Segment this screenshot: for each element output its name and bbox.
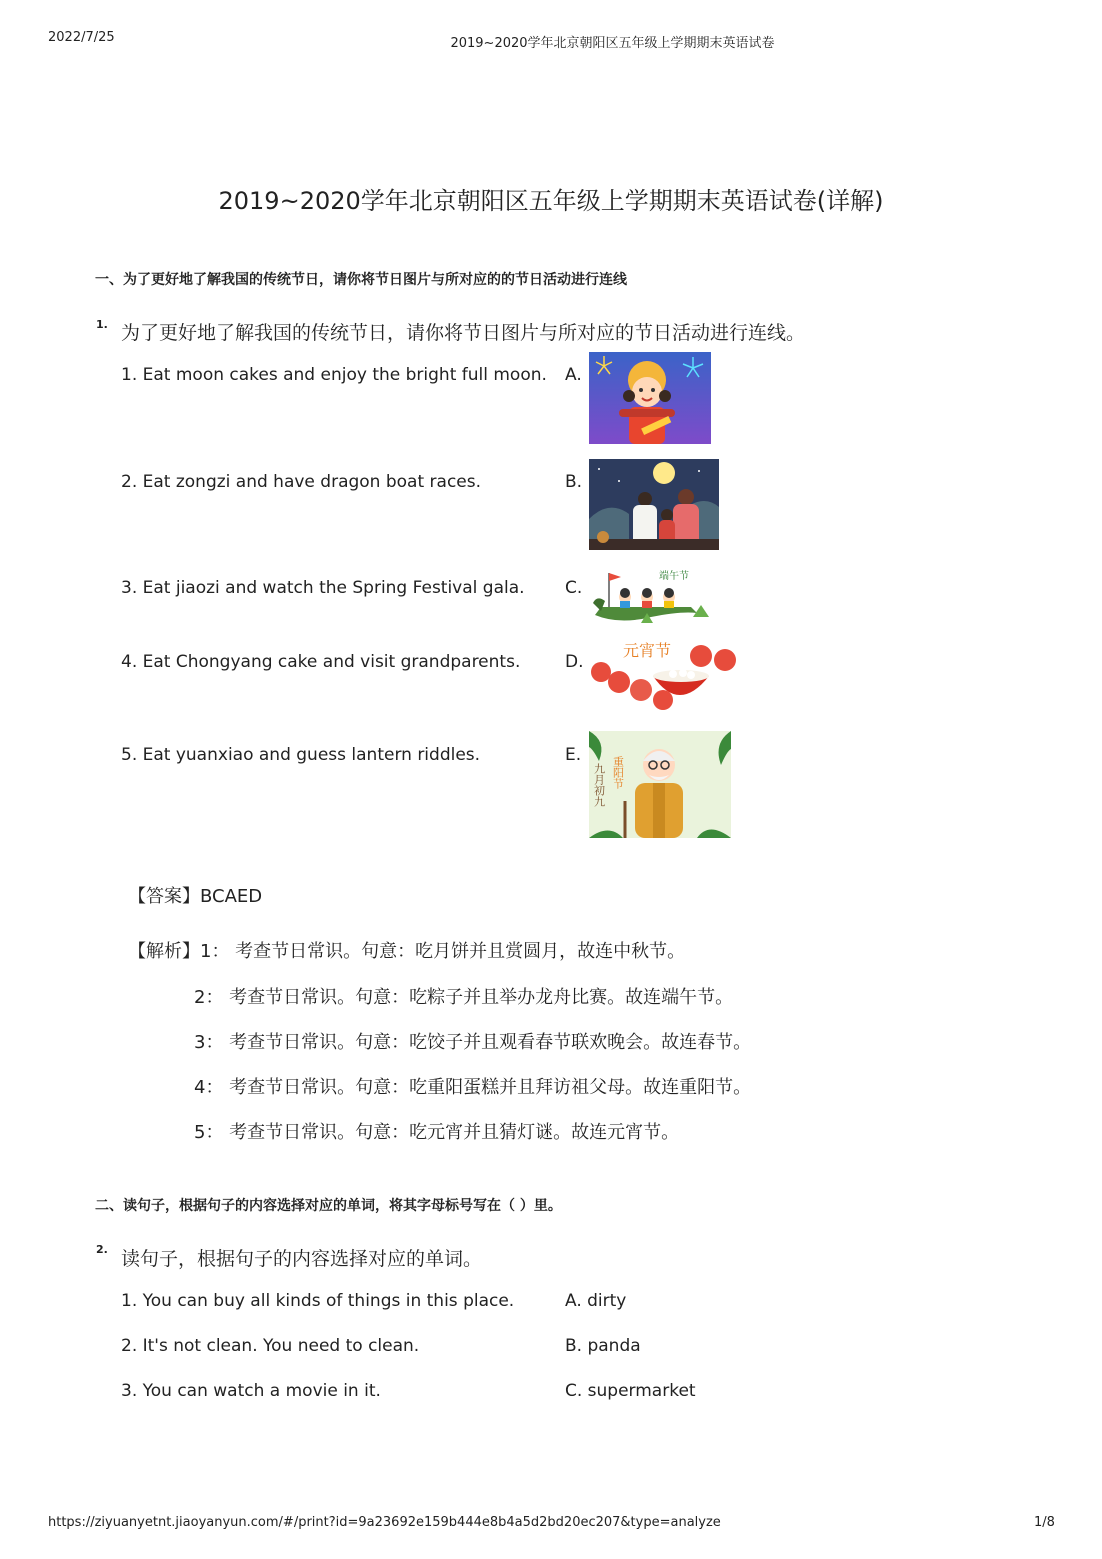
- section-1-heading: 一、为了更好地了解我国的传统节日，请你将节日图片与所对应的的节日活动进行连线: [95, 272, 627, 288]
- matching-item-2: 2. Eat zongzi and have dragon boat races.: [121, 472, 482, 492]
- header-date: 2022/7/25: [48, 30, 115, 45]
- footer-url: https://ziyuanyetnt.jiaoyanyun.com/#/print?id=9a23692e159b444e8b4a5d2bd20ec207&type=analyze: [48, 1515, 721, 1530]
- header-doc-title: 2019~2020学年北京朝阳区五年级上学期期末英语试卷: [450, 36, 775, 51]
- option-label-d: D.: [565, 652, 584, 672]
- analysis-text-1: 1： 考查节日常识。句意：吃月饼并且赏圆月，故连中秋节。: [200, 941, 686, 962]
- analysis-line-5: 5： 考查节日常识。句意：吃元宵并且猜灯谜。故连元宵节。: [194, 1122, 680, 1143]
- question-2-number: 2.: [96, 1243, 108, 1256]
- image-c-dragon-boat: [589, 567, 713, 627]
- image-e-double-ninth: [589, 731, 731, 838]
- analysis-label: 【解析】: [128, 941, 200, 962]
- sentence-item-3: 3. You can watch a movie in it.: [121, 1381, 381, 1401]
- image-d-caption: 元宵节: [623, 641, 672, 660]
- image-e-caption-left: 九月初九: [592, 763, 606, 807]
- answer-value: BCAED: [200, 886, 263, 907]
- word-option-a: A. dirty: [565, 1291, 627, 1311]
- question-1-number: 1.: [96, 318, 108, 331]
- section-2-heading: 二、读句子，根据句子的内容选择对应的单词，将其字母标号写在（ ）里。: [95, 1198, 562, 1214]
- sentence-item-2: 2. It's not clean. You need to clean.: [121, 1336, 420, 1356]
- footer-page-number: 1/8: [1034, 1515, 1055, 1530]
- question-1-text: 为了更好地了解我国的传统节日，请你将节日图片与所对应的节日活动进行连线。: [121, 322, 806, 344]
- word-option-b: B. panda: [565, 1336, 641, 1356]
- word-option-c: C. supermarket: [565, 1381, 696, 1401]
- image-d-lantern-festival: [589, 634, 739, 718]
- matching-item-5: 5. Eat yuanxiao and guess lantern riddles.: [121, 745, 481, 765]
- answer-line: [128, 882, 262, 908]
- image-c-caption: 端午节: [659, 571, 689, 582]
- analysis-line-2: 2： 考查节日常识。句意：吃粽子并且举办龙舟比赛。故连端午节。: [194, 987, 734, 1008]
- question-2-text: 读句子，根据句子的内容选择对应的单词。: [121, 1248, 483, 1270]
- matching-item-3: 3. Eat jiaozi and watch the Spring Festival gala.: [121, 578, 525, 598]
- answer-label: 【答案】: [128, 886, 200, 907]
- analysis-line-4: 4： 考查节日常识。句意：吃重阳蛋糕并且拜访祖父母。故连重阳节。: [194, 1077, 752, 1098]
- analysis-line-1: [128, 937, 685, 963]
- sentence-item-1: 1. You can buy all kinds of things in this place.: [121, 1291, 515, 1311]
- option-label-a: A.: [565, 365, 582, 385]
- matching-item-4: 4. Eat Chongyang cake and visit grandparents.: [121, 652, 521, 672]
- image-b-mid-autumn: [589, 459, 719, 550]
- page-title: 2019~2020学年北京朝阳区五年级上学期期末英语试卷(详解): [218, 187, 884, 215]
- image-e-caption-right: 重阳节: [611, 756, 625, 789]
- analysis-line-3: 3： 考查节日常识。句意：吃饺子并且观看春节联欢晚会。故连春节。: [194, 1032, 752, 1053]
- matching-item-1: 1. Eat moon cakes and enjoy the bright full moon.: [121, 365, 547, 385]
- image-a-spring-festival: [589, 352, 711, 444]
- option-label-e: E.: [565, 745, 582, 765]
- option-label-c: C.: [565, 578, 583, 598]
- option-label-b: B.: [565, 472, 583, 492]
